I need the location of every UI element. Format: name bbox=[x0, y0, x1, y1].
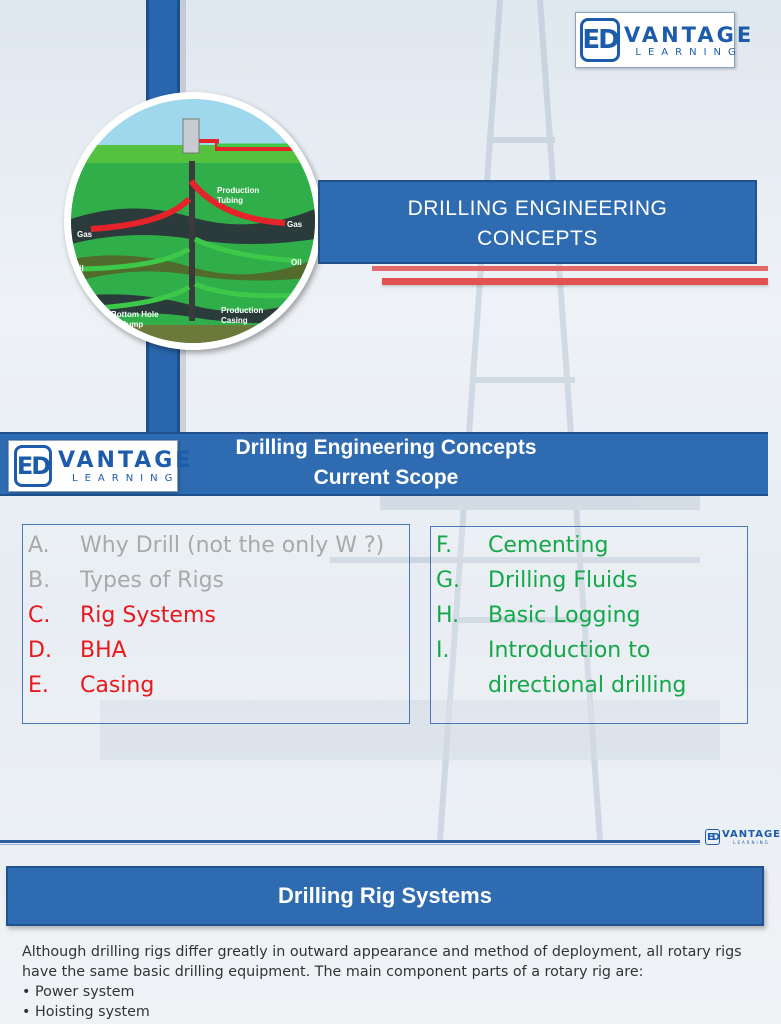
vantage-logo bbox=[8, 440, 194, 492]
logo-subword: LEARNING bbox=[72, 473, 180, 484]
label-gas-right: Gas bbox=[287, 220, 303, 229]
label-production-tubing-2: Tubing bbox=[217, 196, 244, 205]
list-item: C. Rig Systems bbox=[28, 603, 216, 628]
component-list bbox=[22, 982, 762, 1022]
slide2-subtitle: Current Scope bbox=[313, 466, 459, 489]
separator-line bbox=[0, 840, 700, 843]
vantage-logo-small bbox=[705, 827, 781, 847]
list-item: B. Types of Rigs bbox=[28, 568, 225, 593]
well-diagram-circle bbox=[64, 92, 322, 350]
list-item: A. Why Drill (not the only W ?) bbox=[28, 533, 385, 558]
slide3-title: Drilling Rig Systems bbox=[6, 866, 764, 926]
slide1-title-box bbox=[318, 180, 757, 264]
accent-line bbox=[372, 266, 768, 271]
list-item: I. Introduction to bbox=[436, 638, 651, 663]
paragraph-line: have the same basic drilling equipment. The main component parts of a rotary rig are: bbox=[22, 964, 644, 980]
logo-mark: ED bbox=[705, 829, 720, 845]
logo-word: VANTAGE bbox=[624, 22, 755, 47]
accent-line-shadow bbox=[382, 278, 768, 285]
label-gas-left: Gas bbox=[77, 230, 93, 239]
label-casing-2: Casing bbox=[221, 316, 248, 325]
label-oil-left: Oil bbox=[73, 264, 84, 273]
label-production-tubing-1: Production bbox=[217, 186, 260, 195]
separator-line-thin bbox=[0, 844, 700, 845]
logo-word: VANTAGE bbox=[58, 448, 194, 473]
label-oil-right: Oil bbox=[291, 258, 302, 267]
label-casing-1: Production bbox=[221, 306, 264, 315]
vantage-logo bbox=[575, 12, 755, 68]
logo-subword: LEARNING bbox=[733, 840, 770, 845]
label-pump-1: Bottom Hole bbox=[111, 310, 159, 319]
list-item: F. Cementing bbox=[436, 533, 609, 558]
list-item: directional drilling bbox=[488, 673, 687, 698]
label-pump-2: Pump bbox=[121, 320, 144, 329]
paragraph-line: Although drilling rigs differ greatly in outward appearance and method of deployment, all rotary rigs bbox=[22, 944, 742, 960]
list-item: E. Casing bbox=[28, 673, 155, 698]
list-item: D. BHA bbox=[28, 638, 127, 663]
slide3-body bbox=[22, 942, 762, 1022]
slide2-title: Drilling Engineering Concepts bbox=[235, 436, 537, 459]
logo-mark: ED bbox=[14, 445, 52, 487]
list-item: • Power system bbox=[22, 982, 762, 1002]
well-diagram bbox=[71, 99, 315, 343]
logo-mark: ED bbox=[580, 18, 620, 62]
list-item: H. Basic Logging bbox=[436, 603, 641, 628]
list-item: • Hoisting system bbox=[22, 1002, 762, 1022]
slide1-title-line1: DRILLING ENGINEERING bbox=[407, 197, 668, 220]
logo-subword: LEARNING bbox=[635, 46, 743, 58]
scope-right-list bbox=[436, 528, 686, 703]
scope-left-list bbox=[28, 528, 384, 703]
logo-word: VANTAGE bbox=[722, 829, 781, 840]
slide1-title-line2: CONCEPTS bbox=[477, 227, 598, 250]
list-item: G. Drilling Fluids bbox=[436, 568, 638, 593]
